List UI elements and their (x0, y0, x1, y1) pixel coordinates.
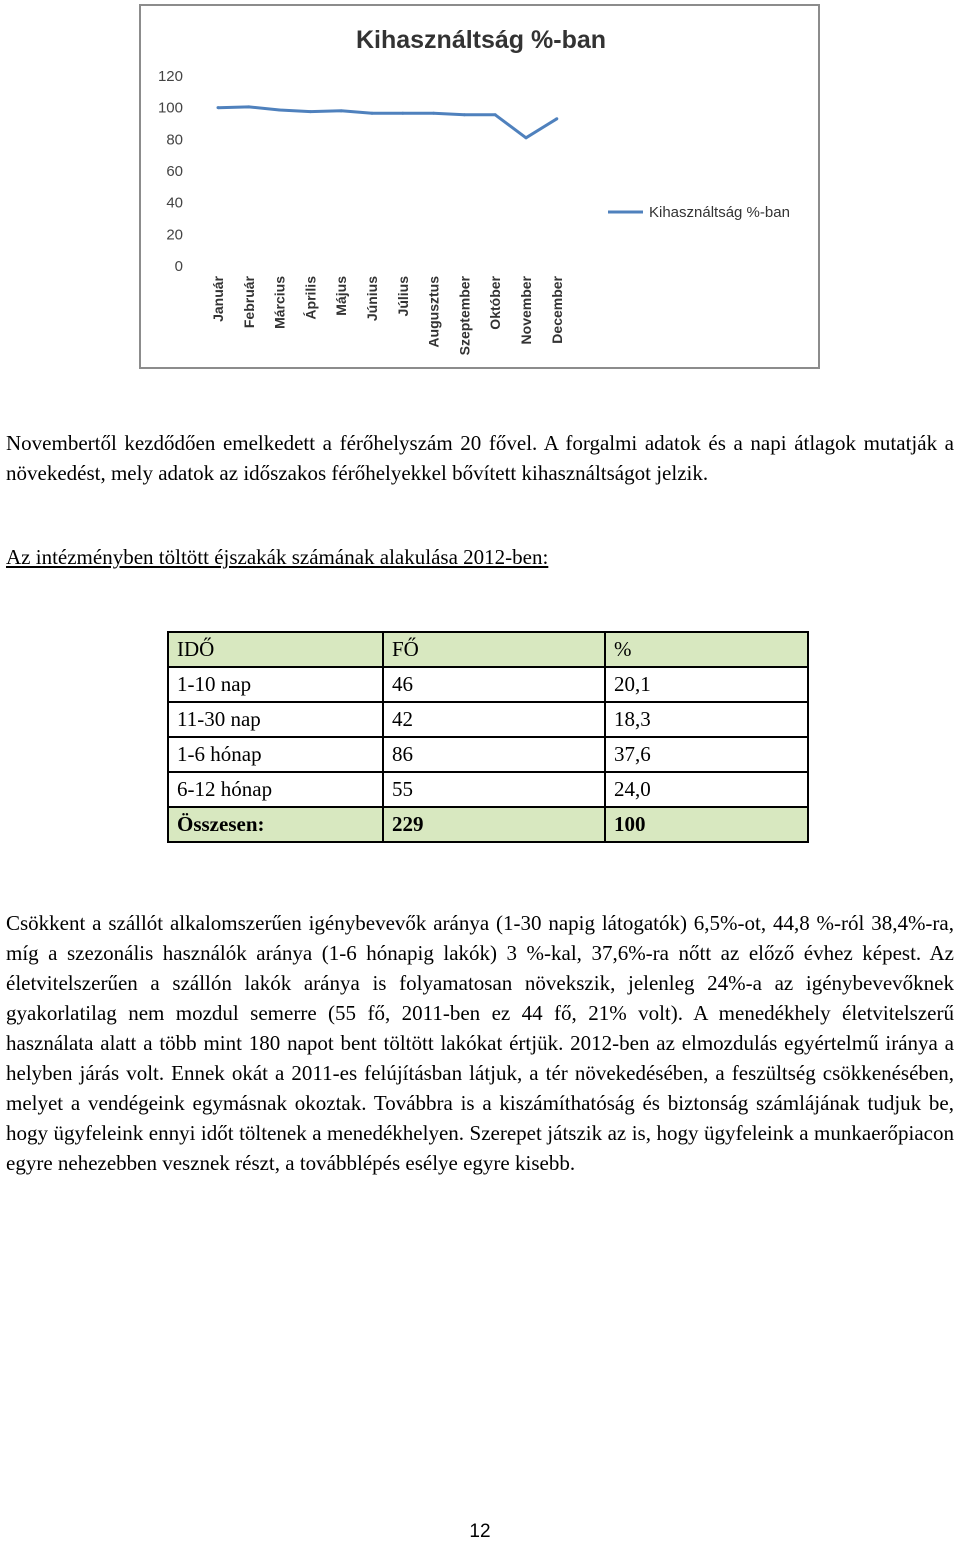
y-tick-label: 0 (174, 258, 183, 275)
table-cell: 46 (383, 667, 605, 702)
table-cell: 1-10 nap (168, 667, 383, 702)
data-point (340, 109, 343, 112)
chart-title: Kihasználtság %-ban (355, 26, 607, 54)
table-cell: 42 (383, 702, 605, 737)
data-point (309, 110, 312, 113)
table-cell: 11-30 nap (168, 702, 383, 737)
table-heading: Az intézményben töltött éjszakák számának alakulása 2012-ben: (6, 545, 549, 569)
y-tick-label: 120 (157, 68, 183, 85)
header-cell: % (605, 632, 808, 667)
line-chart (139, 4, 820, 369)
table-total-row (168, 807, 808, 842)
data-point (278, 109, 281, 112)
table-cell: 1-6 hónap (168, 737, 383, 772)
table-row (168, 737, 808, 772)
x-tick-label: Augusztus (425, 276, 442, 348)
chart-svg (141, 6, 818, 367)
table-row (168, 772, 808, 807)
intro-text: Novembertől kezdődően emelkedett a férőhelyszám 20 fővel. A forgalmi adatok és a napi átlagok mutatják a növekedést, mely adatok az időszakos férőhelyekkel bővített kihasználtságot jelzik. (6, 431, 954, 485)
table-cell: 18,3 (605, 702, 808, 737)
table-cell: 86 (383, 737, 605, 772)
data-point (525, 136, 528, 139)
data-point (247, 105, 250, 108)
data-point (555, 117, 558, 120)
body-paragraph (6, 908, 954, 1178)
header-cell: IDŐ (168, 632, 383, 667)
data-point (494, 113, 497, 116)
x-tick-label: December (548, 276, 565, 344)
x-tick-label: Március (271, 276, 288, 329)
x-tick-label: Február (240, 276, 257, 329)
stay-duration-table (167, 631, 809, 843)
x-tick-label: Április (302, 276, 319, 320)
table-header-row (168, 632, 808, 667)
data-point (432, 112, 435, 115)
data-point (463, 113, 466, 116)
x-tick-label: Július (394, 276, 411, 317)
table-cell: 37,6 (605, 737, 808, 772)
table-cell: 20,1 (605, 667, 808, 702)
y-tick-label: 20 (166, 226, 183, 244)
table-cell: 55 (383, 772, 605, 807)
table-cell: 24,0 (605, 772, 808, 807)
header-cell: FŐ (383, 632, 605, 667)
x-tick-label: November (518, 276, 534, 345)
x-tick-label: Január (210, 276, 226, 322)
x-tick-label: Október (487, 276, 504, 330)
total-cell: 229 (383, 807, 605, 842)
table-row (168, 702, 808, 737)
table-cell: 6-12 hónap (168, 772, 383, 807)
y-tick-label: 40 (166, 194, 183, 212)
legend-label: Kihasználtság %-ban (649, 204, 790, 221)
x-tick-label: Szeptember (456, 276, 473, 356)
page-number: 12 (469, 1521, 491, 1542)
series-line (218, 107, 557, 138)
data-point (217, 106, 220, 109)
data-point (371, 112, 374, 115)
x-tick-label: Május (333, 276, 350, 316)
total-cell: Összesen: (168, 807, 383, 842)
y-tick-label: 60 (166, 163, 183, 180)
body-text: Csökkent a szállót alkalomszerűen igénybevevők aránya (1-30 napig látogatók) 6,5%-ot, 44,8 %-ról 38,4%-ra, míg a szezonális használók aránya (1-6 hónapig lakók) 3 %-kal, 37,6%-ra nőtt az előző évhez képest. Az életvitelszerűen a szállón lakók aránya is folyamatosan növekszik, jelenleg 24%-a az igénybevevőknek gyakorlatilag nem mozdul semerre (55 fő, 2011-ben ez 44 fő, 21% volt). A menedékhely életvitelszerű használata alatt a több mint 180 napot bent töltött lakókat értjük. 2012-ben az elmozdulás egyértelmű iránya a helyben járás volt. Ennek okát a 2011-es felújításban látjuk, a tér növekedésében, a feszültség csökkenésében, melyet a vendégeink egymásnak okoztak. Továbbra is a kiszámíthatóság és biztonság számlájának tudjuk be, hogy ügyfeleink ennyi időt töltenek a menedékhelyen. Szerepet játszik az is, hogy ügyfeleink a munkaerőpiacon egyre nehezebben vesznek részt, a továbblépés esélye egyre kisebb. (6, 911, 954, 1175)
y-tick-label: 80 (166, 131, 183, 149)
intro-paragraph (6, 428, 954, 488)
data-point (401, 112, 404, 115)
x-tick-label: Június (364, 276, 380, 322)
total-cell: 100 (605, 807, 808, 842)
table-row (168, 667, 808, 702)
y-tick-label: 100 (157, 99, 183, 117)
